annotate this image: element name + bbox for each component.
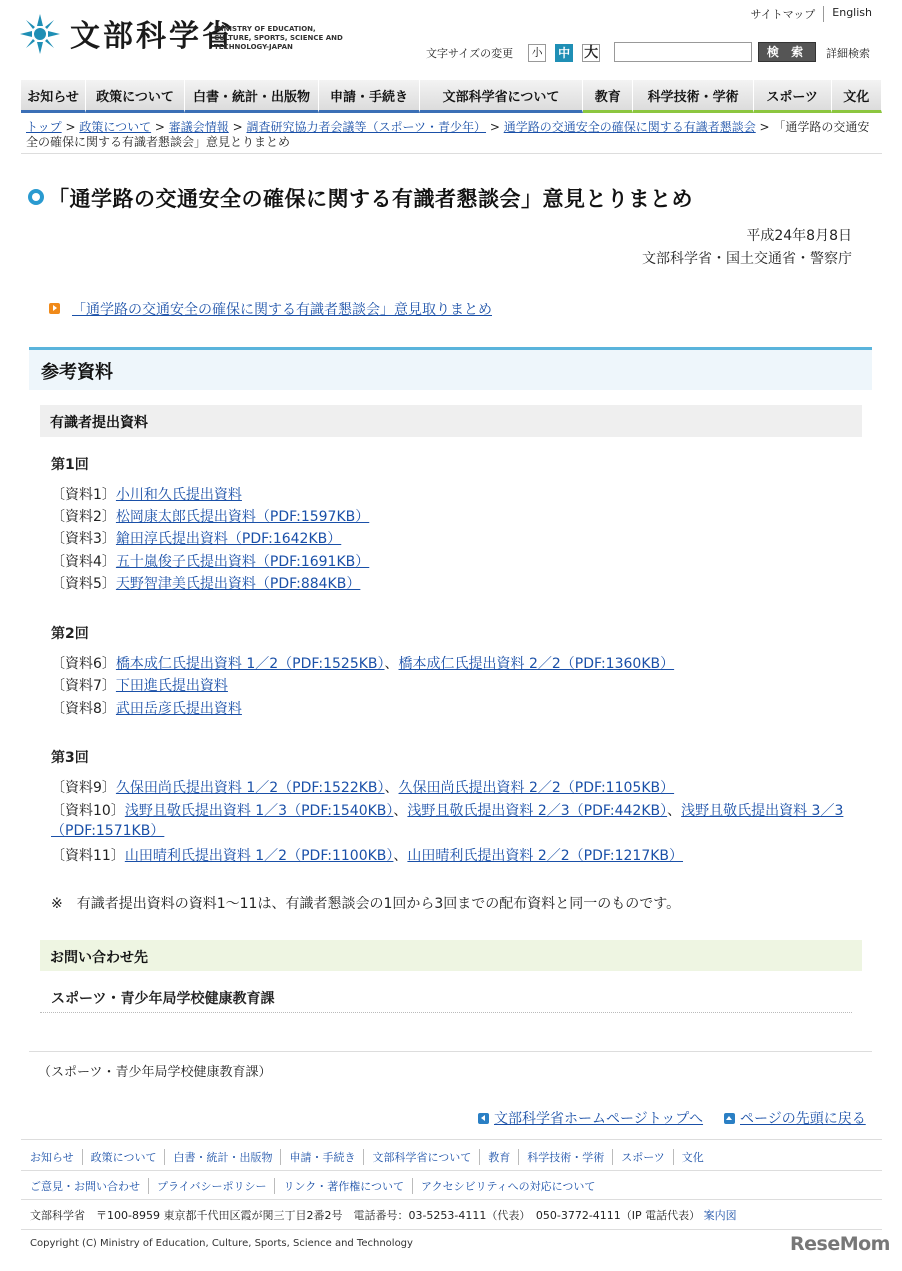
divider xyxy=(21,153,882,154)
doc-prefix: 〔資料1〕 xyxy=(51,487,116,503)
footer-link-policy[interactable]: 政策について xyxy=(82,1149,165,1165)
doc-link[interactable]: 久保田尚氏提出資料 2／2（PDF:1105KB） xyxy=(398,780,675,796)
footer-link-sports[interactable]: スポーツ xyxy=(612,1149,673,1165)
page-top-link[interactable] xyxy=(724,1108,866,1128)
nav-policy[interactable]: 政策について xyxy=(86,80,185,113)
page-top-label[interactable]: ページの先頭に戻る xyxy=(740,1111,866,1127)
doc-item-3 xyxy=(51,529,851,549)
doc-item-8 xyxy=(51,699,851,719)
ministries: 文部科学省・国土交通省・警察庁 xyxy=(642,251,852,267)
footer-address xyxy=(30,1207,737,1223)
doc-prefix: 〔資料10〕 xyxy=(51,803,125,819)
nav-sports[interactable]: スポーツ xyxy=(754,80,832,113)
doc-item-6 xyxy=(51,654,851,674)
doc-prefix: 〔資料2〕 xyxy=(51,509,116,525)
doc-link[interactable]: 下田進氏提出資料 xyxy=(115,678,228,694)
sitemap-link[interactable]: サイトマップ xyxy=(750,8,816,21)
divider xyxy=(40,1012,852,1013)
doc-link[interactable]: 久保田尚氏提出資料 1／2（PDF:1522KB） xyxy=(115,780,385,796)
divider xyxy=(21,1139,882,1140)
breadcrumb-committee[interactable]: 通学路の交通安全の確保に関する有識者懇談会 xyxy=(503,120,756,134)
expert-materials-heading: 有識者提出資料 xyxy=(40,405,862,437)
doc-item-10 xyxy=(51,801,851,841)
footer-link-applications[interactable]: 申請・手続き xyxy=(280,1149,363,1165)
footer-link-contact[interactable]: ご意見・お問い合わせ xyxy=(30,1180,140,1193)
separator: 、 xyxy=(393,848,408,864)
top-links xyxy=(742,6,880,22)
doc-link[interactable]: 松岡康太郎氏提出資料（PDF:1597KB） xyxy=(115,509,370,525)
doc-link[interactable]: 橋本成仁氏提出資料 1／2（PDF:1525KB） xyxy=(115,656,385,672)
nav-culture[interactable]: 文化 xyxy=(832,80,882,113)
footer-links-row2 xyxy=(30,1178,603,1194)
footer-link-science[interactable]: 科学技術・学術 xyxy=(518,1149,612,1165)
department-note: （スポーツ・青少年局学校健康教育課） xyxy=(38,1065,272,1080)
font-size-large-button[interactable]: 大 xyxy=(584,45,599,61)
footer-link-education[interactable]: 教育 xyxy=(479,1149,518,1165)
font-size-label: 文字サイズの変更 xyxy=(426,47,514,60)
global-nav xyxy=(21,80,882,113)
footer-link-about[interactable]: 文部科学省について xyxy=(363,1149,479,1165)
breadcrumb-research[interactable]: 調査研究協力者会議等（スポーツ・青少年） xyxy=(246,120,487,134)
arrow-right-icon xyxy=(49,303,60,314)
contact-department: スポーツ・青少年局学校健康教育課 xyxy=(51,991,275,1007)
doc-link[interactable]: 浅野且敬氏提出資料 2／3（PDF:442KB） xyxy=(407,803,668,819)
resemom-watermark: ReseMom xyxy=(790,1233,890,1255)
nav-education[interactable]: 教育 xyxy=(583,80,633,113)
doc-prefix: 〔資料6〕 xyxy=(51,656,116,672)
search-button[interactable]: 検 索 xyxy=(758,42,816,62)
doc-link[interactable]: 五十嵐俊子氏提出資料（PDF:1691KB） xyxy=(115,554,370,570)
doc-prefix: 〔資料3〕 xyxy=(51,531,116,547)
breadcrumb-top[interactable]: トップ xyxy=(26,120,62,134)
doc-link[interactable]: 小川和久氏提出資料 xyxy=(115,487,242,503)
font-size-small-button[interactable]: 小 xyxy=(528,44,546,62)
doc-prefix: 〔資料5〕 xyxy=(51,576,116,592)
homepage-top-label[interactable]: 文部科学省ホームページトップへ xyxy=(494,1111,704,1127)
round-3-heading: 第3回 xyxy=(51,750,89,766)
arrow-left-icon xyxy=(478,1113,489,1124)
divider xyxy=(29,1051,872,1052)
ministry-logo-icon[interactable] xyxy=(18,12,62,56)
footer-link-publications[interactable]: 白書・統計・出版物 xyxy=(164,1149,280,1165)
nav-about[interactable]: 文部科学省について xyxy=(420,80,583,113)
doc-link[interactable]: 天野智津美氏提出資料（PDF:884KB） xyxy=(115,576,361,592)
footer-link-copyright[interactable]: リンク・著作権について xyxy=(274,1178,412,1194)
doc-item-9 xyxy=(51,778,851,798)
advanced-search-link[interactable]: 詳細検索 xyxy=(826,47,870,60)
breadcrumb: トップ > 政策について > 審議会情報 > 調査研究協力者会議等（スポーツ・青少年） > 通学路の交通安全の確保に関する有識者懇談会 > 「通学路の交通安全の確保に関する有識者懇談会」意見とりまとめ xyxy=(26,120,870,149)
divider xyxy=(21,1199,882,1200)
doc-prefix: 〔資料8〕 xyxy=(51,701,116,717)
doc-item-4 xyxy=(51,552,851,572)
doc-item-11 xyxy=(51,846,851,866)
title-bullet-icon xyxy=(28,189,44,205)
main-document-link[interactable]: 「通学路の交通安全の確保に関する有識者懇談会」意見取りまとめ xyxy=(72,302,492,318)
contact-heading: お問い合わせ先 xyxy=(40,940,862,971)
english-link[interactable]: English xyxy=(823,6,880,22)
divider xyxy=(21,1170,882,1171)
nav-applications[interactable]: 申請・手続き xyxy=(319,80,420,113)
doc-link[interactable]: 浅野且敬氏提出資料 1／3（PDF:1540KB） xyxy=(124,803,394,819)
doc-link[interactable]: 橋本成仁氏提出資料 2／2（PDF:1360KB） xyxy=(398,656,675,672)
doc-item-1 xyxy=(51,485,851,505)
nav-science[interactable]: 科学技術・学術 xyxy=(633,80,753,113)
footer-link-news[interactable]: お知らせ xyxy=(30,1151,74,1164)
footer-link-accessibility[interactable]: アクセシビリティへの対応について xyxy=(412,1178,603,1194)
doc-link[interactable]: 山田晴利氏提出資料 1／2（PDF:1100KB） xyxy=(124,848,394,864)
separator: 、 xyxy=(393,803,408,819)
round-1-heading: 第1回 xyxy=(51,457,89,473)
divider xyxy=(21,1229,882,1230)
doc-item-7 xyxy=(51,676,851,696)
footer-link-culture[interactable]: 文化 xyxy=(673,1149,712,1165)
reference-heading: 参考資料 xyxy=(29,347,872,390)
search-input[interactable] xyxy=(614,42,752,62)
logo-text-en: MINISTRY OF EDUCATION, CULTURE, SPORTS, SCIENCE AND TECHNOLOGY-JAPAN xyxy=(214,25,343,51)
homepage-top-link[interactable] xyxy=(478,1108,703,1128)
breadcrumb-policy[interactable]: 政策について xyxy=(79,120,152,134)
page-title: 「通学路の交通安全の確保に関する有識者懇談会」意見とりまとめ xyxy=(48,187,693,211)
doc-item-2 xyxy=(51,507,851,527)
doc-item-5 xyxy=(51,574,851,594)
doc-prefix: 〔資料11〕 xyxy=(51,848,125,864)
footer-links-row1 xyxy=(30,1149,712,1165)
footer-link-privacy[interactable]: プライバシーポリシー xyxy=(148,1178,274,1194)
arrow-up-icon xyxy=(724,1113,735,1124)
breadcrumb-council[interactable]: 審議会情報 xyxy=(168,120,229,134)
doc-link[interactable]: 武田岳彦氏提出資料 xyxy=(115,701,242,717)
nav-news[interactable]: お知らせ xyxy=(21,80,86,113)
round-2-heading: 第2回 xyxy=(51,626,89,642)
map-link[interactable]: 案内図 xyxy=(703,1209,737,1222)
note-text: ※ 有識者提出資料の資料1～11は、有識者懇談会の1回から3回までの配布資料と同一のものです。 xyxy=(51,896,681,912)
font-size-medium-button[interactable]: 中 xyxy=(555,44,573,62)
doc-prefix: 〔資料7〕 xyxy=(51,678,116,694)
nav-publications[interactable]: 白書・統計・出版物 xyxy=(185,80,319,113)
doc-prefix: 〔資料9〕 xyxy=(51,780,116,796)
font-size-switcher xyxy=(426,44,600,62)
address-text: 文部科学省 〒100-8959 東京都千代田区霞が関三丁目2番2号 電話番号：03-5253-4111（代表） 050-3772-4111（IP 電話代表） xyxy=(30,1209,701,1222)
publish-date: 平成24年8月8日 xyxy=(746,228,852,244)
separator: 、 xyxy=(667,803,682,819)
doc-link[interactable]: 鎗田淳氏提出資料（PDF:1642KB） xyxy=(115,531,342,547)
copyright: Copyright (C) Ministry of Education, Culture, Sports, Science and Technology xyxy=(30,1238,413,1249)
breadcrumb-current: 「通学路の交通安全の確保に関する有識者懇談会」意見とりまとめ xyxy=(26,120,870,149)
doc-link[interactable]: 浅野且敬氏提出資料 3／3（PDF:1571KB） xyxy=(51,803,844,839)
doc-link[interactable]: 山田晴利氏提出資料 2／2（PDF:1217KB） xyxy=(407,848,684,864)
separator: 、 xyxy=(384,656,399,672)
logo-text-jp[interactable]: 文部科学省 xyxy=(70,19,235,54)
doc-prefix: 〔資料4〕 xyxy=(51,554,116,570)
separator: 、 xyxy=(384,780,399,796)
